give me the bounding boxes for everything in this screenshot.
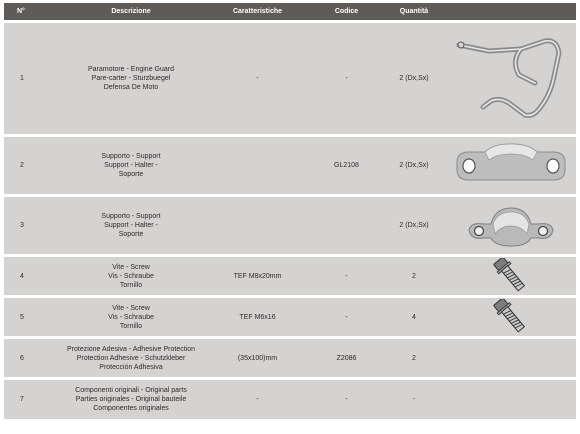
description-line: Vis - Schraube <box>108 272 154 280</box>
row-number: 2 <box>4 137 58 194</box>
parts-list <box>4 0 576 422</box>
table-row <box>4 197 576 254</box>
row-quantity: 2 <box>382 257 446 295</box>
row-description <box>58 23 204 134</box>
row-quantity: 2 (Dx,Sx) <box>382 137 446 194</box>
parts-table <box>4 0 576 422</box>
description-line: Pare-carter - Sturzbuegel <box>91 75 171 82</box>
row-code: - <box>311 23 382 134</box>
engine-guard-icon <box>449 31 573 127</box>
description-line: Soporte <box>118 231 144 238</box>
row-characteristics: TEF M6x16 <box>204 298 311 336</box>
description-line: Soporte <box>118 171 144 178</box>
description-line: Vite - Screw <box>112 304 150 312</box>
table-row <box>4 137 576 194</box>
description-line: Protección Adhesiva <box>99 363 163 371</box>
row-code: - <box>311 380 382 419</box>
hex-screw-icon <box>491 299 531 335</box>
row-quantity: - <box>382 380 446 419</box>
header-code: Codice <box>311 3 382 20</box>
table-row <box>4 23 576 134</box>
row-description <box>58 257 204 295</box>
table-header-row <box>4 3 576 20</box>
description-line: Componentes originales <box>93 405 169 412</box>
row-description <box>58 197 204 254</box>
row-code: Z2086 <box>311 339 382 377</box>
description-line: Protection Adhesive - Schutzkleber <box>76 354 186 362</box>
row-number: 6 <box>4 339 58 377</box>
row-code: - <box>311 257 382 295</box>
description-line: Paramotore - Engine Guard <box>88 66 174 73</box>
row-characteristics: (35x100)mm <box>204 339 311 377</box>
header-description: Descrizione <box>58 3 204 20</box>
curved-bracket-icon <box>461 200 561 252</box>
row-number: 3 <box>4 197 58 254</box>
description-line: Defensa De Moto <box>103 84 159 91</box>
description-line: Componenti originali - Original parts <box>75 387 187 394</box>
row-quantity: 2 (Dx,Sx) <box>382 23 446 134</box>
description-line: Tornillo <box>119 281 143 289</box>
row-image <box>446 257 576 295</box>
description-line: Vite - Screw <box>112 263 150 271</box>
header-quantity: Quantità <box>382 3 446 20</box>
row-characteristics: - <box>204 23 311 134</box>
row-number: 1 <box>4 23 58 134</box>
description-line: Parties originales - Original bauteile <box>75 396 187 403</box>
table-row <box>4 339 576 377</box>
row-image <box>446 197 576 254</box>
row-image <box>446 137 576 194</box>
description-line: Supporto - Support <box>101 153 161 160</box>
description-line: Tornillo <box>119 322 143 330</box>
row-number: 5 <box>4 298 58 336</box>
flat-bracket-icon <box>449 140 573 192</box>
header-characteristics: Caratteristiche <box>204 3 311 20</box>
description-line: Protezione Adesiva - Adhesive Protection <box>66 345 196 353</box>
description-line: Vis - Schraube <box>108 313 154 321</box>
header-image <box>446 3 576 20</box>
hex-screw-icon <box>491 258 531 294</box>
row-characteristics <box>204 197 311 254</box>
table-row <box>4 298 576 336</box>
row-description <box>58 339 204 377</box>
row-code: - <box>311 298 382 336</box>
row-characteristics: TEF M8x20mm <box>204 257 311 295</box>
table-row <box>4 257 576 295</box>
table-row <box>4 380 576 419</box>
row-description <box>58 137 204 194</box>
row-code <box>311 197 382 254</box>
row-code: GL2108 <box>311 137 382 194</box>
row-image <box>446 380 576 419</box>
description-line: Support - Halter - <box>104 222 158 229</box>
row-quantity: 2 <box>382 339 446 377</box>
row-number: 4 <box>4 257 58 295</box>
row-image <box>446 339 576 377</box>
row-characteristics <box>204 137 311 194</box>
row-quantity: 4 <box>382 298 446 336</box>
row-description <box>58 298 204 336</box>
row-characteristics: - <box>204 380 311 419</box>
header-number: N° <box>4 3 58 20</box>
row-image <box>446 23 576 134</box>
row-number: 7 <box>4 380 58 419</box>
description-line: Support - Halter - <box>104 162 158 169</box>
row-image <box>446 298 576 336</box>
row-description <box>58 380 204 419</box>
description-line: Supporto - Support <box>101 213 161 220</box>
row-quantity: 2 (Dx,Sx) <box>382 197 446 254</box>
